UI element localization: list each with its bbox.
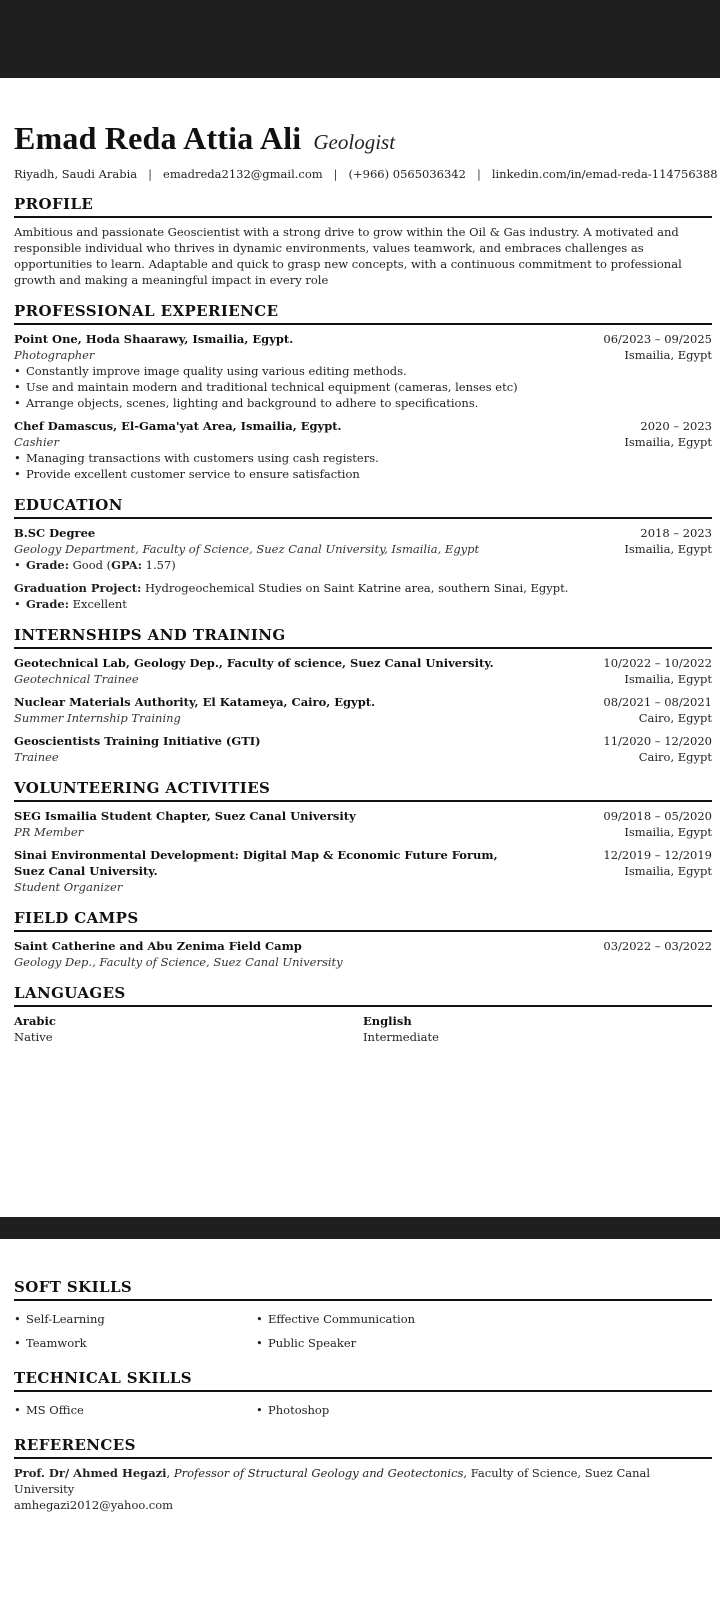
place: Ismailia, Egypt [624, 542, 712, 556]
place: Ismailia, Egypt [624, 825, 712, 839]
reference-entry: Prof. Dr/ Ahmed Hegazi, Professor of Structural Geology and Geotectonics, Faculty of Science, Suez Canal University [14, 1466, 651, 1496]
section-heading: REFERENCES [14, 1436, 712, 1459]
header [14, 120, 712, 157]
grade-line: • Grade: Good (GPA: 1.57) [14, 557, 712, 573]
place: Ismailia, Egypt [624, 348, 712, 362]
resume-page-1 [14, 120, 718, 1045]
bullet-item: • Arrange objects, scenes, lighting and background to adhere to specifications. [14, 395, 712, 411]
skill-item: • Photoshop [256, 1398, 498, 1422]
organization: Nuclear Materials Authority, El Katameya, Cairo, Egypt. [14, 695, 376, 709]
skill-item: • MS Office [14, 1398, 256, 1422]
grade-label: Grade: [26, 558, 69, 572]
skill-item: • Public Speaker [256, 1331, 498, 1355]
skill-item: • Teamwork [14, 1331, 256, 1355]
job-role: Photographer [14, 348, 95, 362]
language-item [14, 1013, 363, 1045]
internship-entry [14, 655, 712, 687]
project-grade-label: Grade: [26, 597, 69, 611]
section-heading: VOLUNTEERING ACTIVITIES [14, 779, 712, 802]
dates: 03/2022 – 03/2022 [603, 939, 712, 953]
place: Cairo, Egypt [638, 711, 712, 725]
separator: | [333, 167, 338, 181]
employer: Chef Damascus, El-Gama'yat Area, Ismailia, Egypt. [14, 419, 342, 433]
project-label: Graduation Project: [14, 581, 142, 595]
section-heading: SOFT SKILLS [14, 1278, 712, 1301]
dates: 2020 – 2023 [640, 419, 712, 433]
language-name: Arabic [14, 1014, 56, 1028]
place: Ismailia, Egypt [624, 864, 712, 878]
profile-text: Ambitious and passionate Geoscientist with a strong drive to grow within the Oil & Gas industry. A motivated and responsible individual who thrives in dynamic environments, values teamwork, and embraces challenges as opportunities to learn. Adaptable and quick to grasp new concepts, with a continuous commitment to professional growth and making a meaningful impact in every role [14, 225, 682, 287]
dates: 09/2018 – 05/2020 [603, 809, 712, 823]
field-camps-section [14, 909, 712, 970]
role: Trainee [14, 750, 59, 764]
candidate-title: Geologist [313, 130, 396, 154]
reference-position: Professor of Structural Geology and Geotectonics [173, 1466, 464, 1480]
language-level: Native [14, 1030, 53, 1044]
role: Summer Internship Training [14, 711, 181, 725]
volunteering-entry [14, 847, 712, 895]
contact-line [14, 167, 718, 181]
dates: 06/2023 – 09/2025 [603, 332, 712, 346]
skill-item: • Self-Learning [14, 1307, 256, 1331]
location: Riyadh, Saudi Arabia [14, 167, 138, 181]
section-heading: INTERNSHIPS AND TRAINING [14, 626, 712, 649]
organization: Geotechnical Lab, Geology Dep., Faculty of science, Suez Canal University. [14, 656, 494, 670]
grade-value: Good [72, 558, 103, 572]
dates: 08/2021 – 08/2021 [603, 695, 712, 709]
organization: SEG Ismailia Student Chapter, Suez Canal University [14, 809, 356, 823]
reference-email[interactable]: amhegazi2012@yahoo.com [14, 1498, 174, 1512]
role: Geotechnical Trainee [14, 672, 139, 686]
bullet-item: • Constantly improve image quality using various editing methods. [14, 363, 712, 379]
dates: 11/2020 – 12/2020 [603, 734, 712, 748]
technical-skills-section [14, 1369, 712, 1422]
place: Ismailia, Egypt [624, 435, 712, 449]
linkedin-link[interactable]: linkedin.com/in/emad-reda-114756388 [491, 167, 718, 181]
soft-skills-section [14, 1278, 712, 1355]
camp-name: Saint Catherine and Abu Zenima Field Camp [14, 939, 302, 953]
experience-entry [14, 418, 712, 482]
reference-name: Prof. Dr/ Ahmed Hegazi [14, 1466, 167, 1480]
place: Ismailia, Egypt [624, 672, 712, 686]
resume-page-2 [14, 1278, 712, 1513]
field-camp-entry [14, 938, 712, 970]
phone[interactable]: (+966) 0565036342 [348, 167, 466, 181]
email[interactable]: emadreda2132@gmail.com [163, 167, 323, 181]
section-heading: EDUCATION [14, 496, 712, 519]
role: Student Organizer [14, 880, 123, 894]
degree: B.SC Degree [14, 526, 96, 540]
dates: 10/2022 – 10/2022 [603, 656, 712, 670]
experience-section [14, 302, 712, 482]
volunteering-entry [14, 808, 712, 840]
internships-section [14, 626, 712, 765]
separator: | [476, 167, 481, 181]
education-section [14, 496, 712, 612]
language-name: English [363, 1014, 412, 1028]
bullet-item: • Provide excellent customer service to ensure satisfaction [14, 466, 712, 482]
bullet-item: • Managing transactions with customers using cash registers. [14, 450, 712, 466]
internship-entry [14, 733, 712, 765]
language-item [363, 1013, 712, 1045]
volunteering-section [14, 779, 712, 895]
separator: | [148, 167, 153, 181]
organization: Sinai Environmental Development: Digital Map & Economic Future Forum, Suez Canal University. [14, 848, 498, 878]
page-divider-bar [0, 1217, 720, 1239]
profile-section [14, 195, 712, 288]
project-value: Hydrogeochemical Studies on Saint Katrine area, southern Sinai, Egypt. [144, 581, 569, 595]
project-grade-line [14, 596, 712, 612]
section-heading: FIELD CAMPS [14, 909, 712, 932]
camp-organizer: Geology Dep., Faculty of Science, Suez Canal University [14, 955, 343, 969]
skill-item: • Effective Communication [256, 1307, 498, 1331]
language-level: Intermediate [363, 1030, 439, 1044]
references-section [14, 1436, 712, 1513]
employer: Point One, Hoda Shaarawy, Ismailia, Egypt. [14, 332, 294, 346]
section-heading: LANGUAGES [14, 984, 712, 1007]
section-heading: TECHNICAL SKILLS [14, 1369, 712, 1392]
graduation-project [14, 580, 712, 612]
reference-affiliation: Faculty of Science, Suez Canal University [14, 1466, 651, 1496]
candidate-name: Emad Reda Attia Ali [14, 120, 302, 156]
experience-entry [14, 331, 712, 411]
internship-entry [14, 694, 712, 726]
department: Geology Department, Faculty of Science, Suez Canal University, Ismailia, Egypt [14, 542, 480, 556]
languages-section [14, 984, 712, 1045]
job-role: Cashier [14, 435, 59, 449]
education-entry [14, 525, 712, 573]
section-heading: PROFESSIONAL EXPERIENCE [14, 302, 712, 325]
gpa-value: 1.57 [145, 558, 172, 572]
dates: 2018 – 2023 [640, 526, 712, 540]
bullet-item: • Use and maintain modern and traditional technical equipment (cameras, lenses etc) [14, 379, 712, 395]
project-grade-value: Excellent [72, 597, 127, 611]
gpa-label: GPA: [111, 558, 142, 572]
dates: 12/2019 – 12/2019 [603, 848, 712, 862]
place: Cairo, Egypt [638, 750, 712, 764]
role: PR Member [14, 825, 84, 839]
top-dark-bar [0, 0, 720, 78]
organization: Geoscientists Training Initiative (GTI) [14, 734, 261, 748]
section-heading: PROFILE [14, 195, 712, 218]
